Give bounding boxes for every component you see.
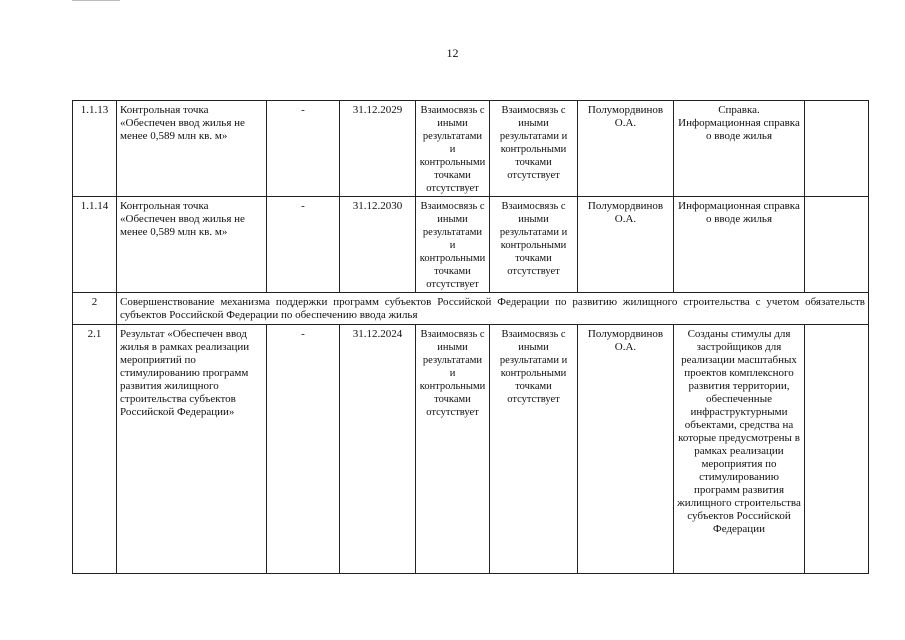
row-name: Контрольная точка «Обеспечен ввод жилья не менее 0,589 млн кв. м»: [117, 197, 267, 293]
row-date: 31.12.2030: [340, 197, 416, 293]
section-number: 2: [73, 293, 117, 325]
row-relation-previous: Взаимосвязь с иными результатами и контрольными точками отсутствует: [416, 101, 490, 197]
row-base-value: -: [267, 325, 340, 574]
row-name: Результат «Обеспечен ввод жилья в рамках реализации мероприятий по стимулированию программ развития жилищного строительства субъектов Российской Федерации»: [117, 325, 267, 574]
row-relation-next: Взаимосвязь с иными результатами и контрольными точками отсутствует: [490, 101, 578, 197]
row-name: Контрольная точка «Обеспечен ввод жилья не менее 0,589 млн кв. м»: [117, 101, 267, 197]
row-date: 31.12.2024: [340, 325, 416, 574]
table-row: [73, 197, 869, 293]
row-empty-cell: [805, 325, 869, 574]
row-document: Созданы стимулы для застройщиков для реализации масштабных проектов комплексного развития территории, обеспеченные инфраструктурными объектами, средства на которые предусмотрены в рамках реализации мероприятия по стимулированию программ развития жилищного строительства субъектов Российской Федерации: [674, 325, 805, 574]
row-relation-next: Взаимосвязь с иными результатами и контрольными точками отсутствует: [490, 197, 578, 293]
page-number: 12: [446, 46, 459, 60]
table-row: [73, 325, 869, 574]
scan-corner-mark: [72, 0, 120, 3]
row-number: 1.1.14: [73, 197, 117, 293]
row-responsible: Полумордвинов О.А.: [578, 325, 674, 574]
row-relation-next: Взаимосвязь с иными результатами и контрольными точками отсутствует: [490, 325, 578, 574]
row-relation-previous: Взаимосвязь с иными результатами и контрольными точками отсутствует: [416, 325, 490, 574]
section-row: [73, 293, 869, 325]
row-date: 31.12.2029: [340, 101, 416, 197]
row-empty-cell: [805, 101, 869, 197]
row-relation-previous: Взаимосвязь с иными результатами и контрольными точками отсутствует: [416, 197, 490, 293]
row-number: 2.1: [73, 325, 117, 574]
plan-table: [72, 100, 869, 574]
row-empty-cell: [805, 197, 869, 293]
row-responsible: Полумордвинов О.А.: [578, 101, 674, 197]
table-row: [73, 101, 869, 197]
section-title: Совершенствование механизма поддержки программ субъектов Российской Федерации по развитию жилищного строительства с учетом обязательств субъектов Российской Федерации по обеспечению ввода жилья: [117, 293, 869, 325]
row-responsible: Полумордвинов О.А.: [578, 197, 674, 293]
row-base-value: -: [267, 101, 340, 197]
row-document: Информационная справка о вводе жилья: [674, 197, 805, 293]
row-number: 1.1.13: [73, 101, 117, 197]
row-base-value: -: [267, 197, 340, 293]
row-document: Справка. Информационная справка о вводе жилья: [674, 101, 805, 197]
